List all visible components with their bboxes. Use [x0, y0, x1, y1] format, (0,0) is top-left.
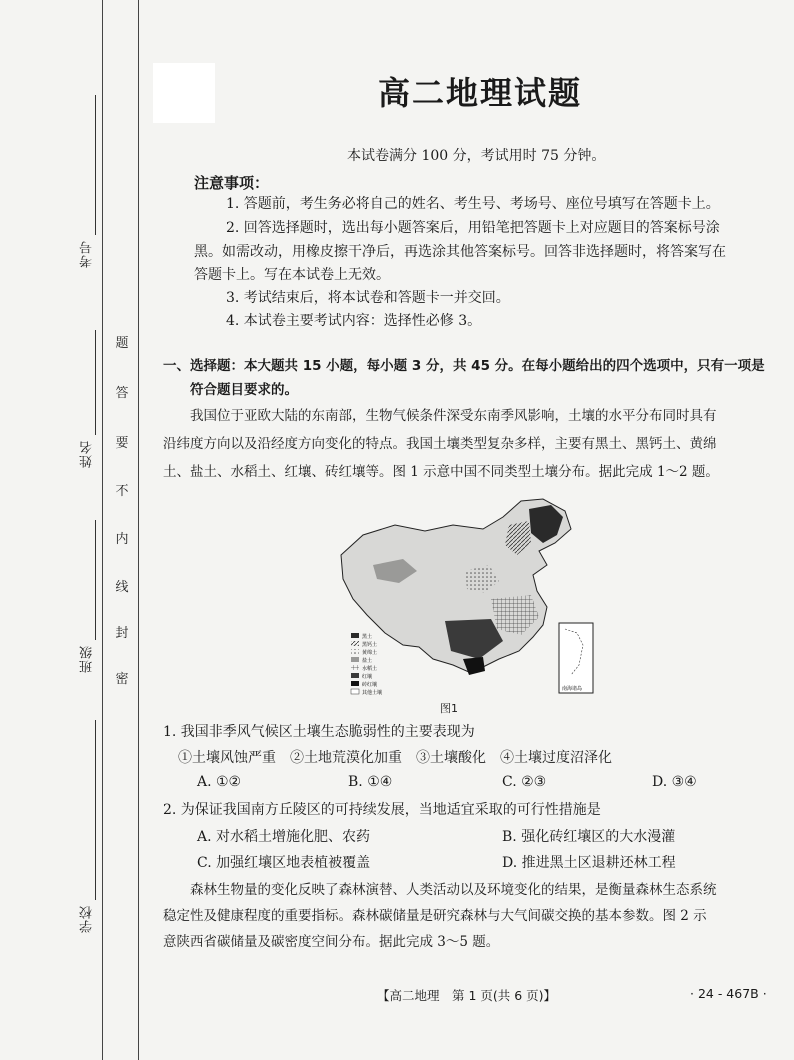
seal-char: 答	[115, 386, 129, 401]
class-label: 班级	[80, 645, 95, 673]
seal-char: 线	[115, 580, 129, 595]
inset-label: 南海诸岛	[562, 686, 583, 692]
passage-line: 稳定性及健康程度的重要指标。森林碳储量是研究森林与大气间碳交换的基本参数。图 2 示	[163, 908, 707, 924]
notice-line: 答题卡上。写在本试卷上无效。	[194, 267, 390, 283]
class-blank	[95, 520, 96, 640]
passage-line: 我国位于亚欧大陆的东南部，生物气候条件深受东南季风影响，土壤的水平分布同时具有	[190, 408, 717, 424]
south-china-sea-inset	[559, 623, 593, 693]
section-heading: 一、选择题：本大题共 15 小题，每小题 3 分，共 45 分。在每小题给出的四个选项中，只有一项是	[163, 358, 765, 374]
passage-line: 沿纬度方向以及沿经度方向变化的特点。我国土壤类型复杂多样，主要有黑土、黑钙土、黄绵	[163, 436, 717, 452]
school-blank	[95, 720, 96, 900]
notice-line: 4. 本试卷主要考试内容：选择性必修 3。	[226, 313, 482, 329]
notice-line: 2. 回答选择题时，选出每小题答案后，用铅笔把答题卡上对应题目的答案标号涂	[226, 220, 720, 236]
option-c: C. ②③	[502, 774, 547, 790]
notice-line: 1. 答题前，考生务必将自己的姓名、考生号、考场号、座位号填写在答题卡上。	[226, 196, 720, 212]
legend-label: 盐土	[362, 658, 373, 664]
notice-line: 3. 考试结束后，将本试卷和答题卡一并交回。	[226, 290, 510, 306]
seal-char: 密	[115, 672, 129, 687]
exam-number-blank	[95, 95, 96, 235]
photo-placeholder	[153, 63, 215, 123]
name-label: 姓名	[80, 440, 95, 468]
question-items: ①土壤风蚀严重 ②土地荒漠化加重 ③土壤酸化 ④土壤过度沼泽化	[178, 750, 612, 766]
page-title: 高二地理试题	[377, 74, 582, 112]
legend-label: 黑土	[362, 634, 373, 640]
legend-label: 黑钙土	[362, 642, 378, 648]
legend-label: 其他土壤	[362, 690, 383, 695]
question-stem: 2. 为保证我国南方丘陵区的可持续发展，当地适宜采取的可行性措施是	[163, 802, 601, 818]
china-soil-map	[333, 495, 595, 695]
binding-line-right	[138, 0, 139, 1060]
name-blank	[95, 330, 96, 435]
question-stem: 1. 我国非季风气候区土壤生态脆弱性的主要表现为	[163, 724, 475, 740]
legend-label: 红壤	[362, 674, 373, 680]
paper-code: · 24 - 467B ·	[690, 986, 767, 1001]
option-b: B. ①④	[348, 774, 393, 790]
option-a: A. 对水稻土增施化肥、农药	[197, 829, 371, 845]
seal-char: 封	[115, 626, 129, 641]
seal-char: 内	[115, 532, 129, 547]
legend-label: 砖红壤	[362, 682, 378, 688]
laterite-region	[463, 657, 485, 675]
school-label: 学校	[80, 905, 95, 933]
map-legend	[351, 633, 382, 695]
figure-caption: 图1	[440, 702, 458, 715]
exam-intro: 本试卷满分 100 分，考试用时 75 分钟。	[347, 148, 606, 164]
option-c: C. 加强红壤区地表植被覆盖	[197, 855, 371, 871]
passage-line: 意陕西省碳储量及碳密度空间分布。据此完成 3～5 题。	[163, 934, 500, 950]
legend-label: 黄绵土	[362, 650, 378, 656]
notice-line: 黑。如需改动，用橡皮擦干净后，再选涂其他答案标号。回答非选择题时，将答案写在	[194, 244, 726, 260]
binding-line-left	[102, 0, 103, 1060]
passage-line: 土、盐土、水稻土、红壤、砖红壤等。图 1 示意中国不同类型土壤分布。据此完成 1～2 题。	[163, 464, 719, 480]
option-d: D. 推进黑土区退耕还林工程	[502, 855, 676, 871]
option-b: B. 强化砖红壤区的大水漫灌	[502, 829, 676, 845]
page-footer: 【高二地理 第 1 页(共 6 页)】	[377, 988, 557, 1003]
option-d: D. ③④	[652, 774, 697, 790]
seal-char: 不	[115, 484, 129, 499]
soil-map-figure	[333, 495, 595, 695]
section-heading-cont: 符合题目要求的。	[190, 382, 298, 398]
seal-char: 要	[115, 436, 129, 451]
seal-char: 题	[115, 336, 129, 351]
notice-heading: 注意事项：	[194, 174, 270, 192]
option-a: A. ①②	[197, 774, 242, 790]
passage-line: 森林生物量的变化反映了森林演替、人类活动以及环境变化的结果，是衡量森林生态系统	[190, 882, 717, 898]
legend-label: 水稻土	[362, 666, 378, 672]
exam-number-label: 考号	[80, 240, 95, 268]
